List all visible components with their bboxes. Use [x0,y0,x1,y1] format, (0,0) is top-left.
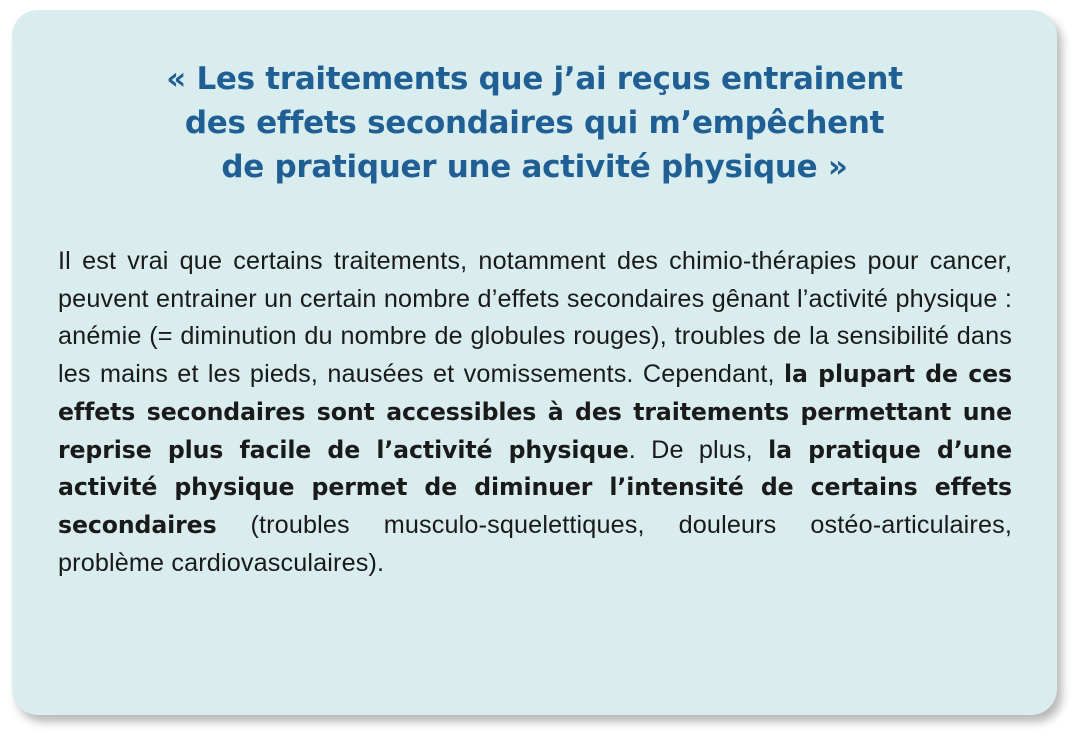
answer-text-1: Il est vrai que certains traitements, notamment des chimio-thérapies pour cancer, peuvent entrainer un certain nombre d’effets secondaires gênant l’activité physique : anémie (= diminution du nombre de globules rouges), troubles de la sensibilité dans les mains et les pieds, nausées et vomissements. Cependant, [58,247,1012,389]
quote-title-line-3: de pratiquer une activité physique » [221,149,848,185]
quote-title-line-2: des effets secondaires qui m’empêchent [184,105,885,141]
answer-bold-1: la plupart de ces effets secondaires sont accessibles à des traitements permettant une reprise plus facile de l’activité physique [58,360,1013,464]
quote-title-line-1: « Les traitements que j’ai reçus entrainent [166,61,903,97]
answer-bold-2: la pratique d’une activité physique permet de diminuer l’intensité de certains effets secondaires [58,435,1012,539]
answer-text-2: . De plus, [628,435,769,464]
quote-title [52,57,1017,189]
answer-text-3: (troubles musculo-squelettiques, douleurs ostéo-articulaires, problème cardiovasculaires). [58,510,1012,577]
info-card [12,10,1057,715]
answer-paragraph [58,243,1012,582]
